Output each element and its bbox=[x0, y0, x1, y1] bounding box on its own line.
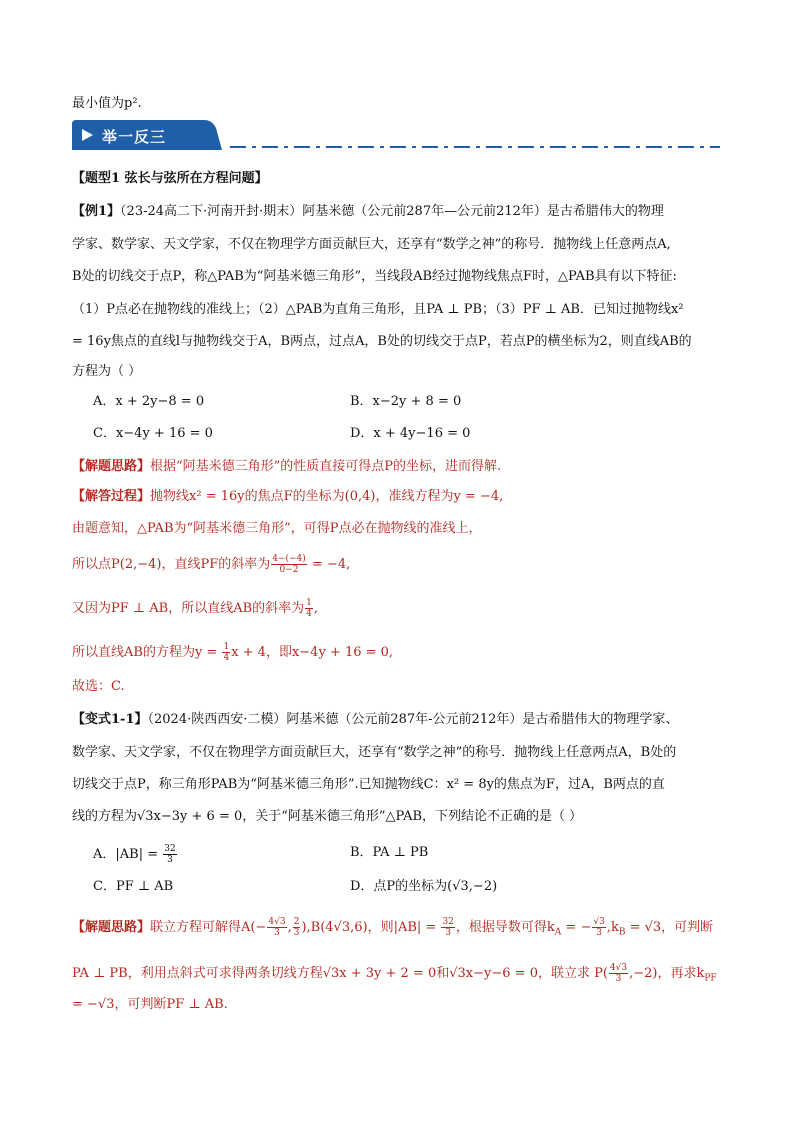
example1-step5-fraction bbox=[222, 642, 230, 663]
section-banner bbox=[72, 120, 222, 150]
example1-line-5: = 16y焦点的直线l与抛物线交于A，B两点，过点A，B处的切线交于点P，若点P的横坐标为2，则直线AB的 bbox=[72, 334, 692, 349]
variant1-tag: 【变式1-1】 bbox=[72, 712, 148, 727]
example1-process-1 bbox=[72, 488, 503, 506]
variant1-text-1: （2024·陕西西安·二模）阿基米德（公元前287年-公元前212年）是古希腊伟大的物理学家、 bbox=[147, 712, 679, 727]
variant1-idea-frac-1-num: 4√3 bbox=[268, 917, 286, 927]
variant1-idea-tag: 【解题思路】 bbox=[72, 920, 151, 935]
variant1-line-2: 数学家、天文学家，不仅在物理学方面贡献巨大，还享有“数学之神”的称号．抛物线上任意两点A，B处的 bbox=[72, 745, 677, 760]
variant1-option-a-fraction bbox=[163, 844, 176, 865]
example1-tag: 【例1】 bbox=[72, 204, 121, 219]
variant1-idea-frac-2 bbox=[293, 917, 301, 938]
variant1-idea-1f: ,k bbox=[606, 920, 619, 935]
example1-line-1 bbox=[72, 203, 664, 221]
variant1-option-a-num: 32 bbox=[164, 844, 176, 854]
variant1-idea-2b: ,−2)，再求k bbox=[629, 966, 705, 981]
example1-step4-num: 1 bbox=[306, 598, 312, 608]
example1-line-2: 学家、数学家、天文学家，不仅在物理学方面贡献巨大，还享有“数学之神”的称号．抛物线上任意两点A, bbox=[72, 237, 671, 252]
variant1-idea-frac-3-den: 3 bbox=[445, 928, 452, 938]
variant1-idea-frac-4-den: 3 bbox=[596, 928, 602, 938]
variant1-idea-frac-5-num: 4√3 bbox=[609, 963, 628, 973]
variant1-idea-frac-5-den: 3 bbox=[615, 974, 622, 984]
example1-step5-post: x + 4，即x−4y + 16 = 0, bbox=[231, 645, 394, 660]
intro-text: 最小值为p². bbox=[72, 96, 142, 111]
example1-line-4: （1）P点必在抛物线的准线上；（2）△PAB为直角三角形，且PA ⊥ PB；（3）PF ⊥ AB．已知过抛物线x² bbox=[72, 302, 684, 317]
example1-option-d: D．x + 4y−16 = 0 bbox=[350, 426, 471, 441]
example1-step3-den: 0−2 bbox=[279, 565, 299, 575]
example1-idea-text: 根据“阿基米德三角形”的性质直接可得点P的坐标，进而得解. bbox=[150, 459, 502, 474]
example1-option-a: A．x + 2y−8 = 0 bbox=[93, 394, 205, 409]
variant1-idea-frac-2-den: 3 bbox=[293, 928, 300, 938]
variant1-idea-sub-a: A bbox=[554, 927, 562, 938]
example1-step3-post: = −4, bbox=[307, 557, 351, 572]
example1-option-b: B．x−2y + 8 = 0 bbox=[350, 394, 462, 409]
example1-step3-pre: 所以点P(2,−4)，直线PF的斜率为 bbox=[72, 557, 271, 572]
example1-line-6: 方程为（ ） bbox=[72, 364, 142, 379]
example1-idea bbox=[72, 458, 501, 476]
topic-heading: 【题型1 弦长与弦所在方程问题】 bbox=[72, 171, 268, 186]
variant1-option-a-den: 3 bbox=[167, 855, 173, 865]
variant1-idea-line-1 bbox=[72, 917, 713, 942]
variant1-line-3: 切线交于点P，称三角形PAB为“阿基米德三角形”.已知抛物线C：x² = 8y的焦点为F，过A，B两点的直 bbox=[72, 777, 665, 792]
variant1-idea-frac-4 bbox=[592, 917, 605, 938]
banner-dashed-divider bbox=[230, 145, 720, 149]
example1-answer: 故选：C. bbox=[72, 679, 125, 694]
example1-step4-fraction bbox=[305, 598, 313, 619]
example1-step4-pre: 又因为PF ⊥ AB，所以直线AB的斜率为 bbox=[72, 601, 305, 616]
variant1-idea-frac-2-num: 2 bbox=[293, 917, 300, 927]
variant1-idea-1c: ),B(4√3,6)，则|AB| = bbox=[301, 920, 441, 935]
example1-step5-num: 1 bbox=[223, 642, 230, 652]
example1-text-1: （23-24高二下·河南开封·期末）阿基米德（公元前287年—公元前212年）是古希腊伟大的物理 bbox=[120, 204, 664, 219]
example1-step4-den: 4 bbox=[306, 609, 312, 619]
example1-step3-fraction bbox=[271, 554, 307, 575]
variant1-idea-sub-b: B bbox=[618, 927, 626, 938]
variant1-idea-frac-3 bbox=[441, 917, 454, 938]
variant1-idea-frac-3-num: 32 bbox=[442, 917, 454, 927]
example1-process-text-1: 抛物线x² = 16y的焦点F的坐标为(0,4)，准线方程为y = −4, bbox=[150, 489, 504, 504]
variant1-idea-1a: 联立方程可解得A(− bbox=[150, 920, 267, 935]
variant1-option-a-pre: A．|AB| = bbox=[93, 847, 163, 862]
variant1-line-1 bbox=[72, 711, 678, 729]
variant1-idea-frac-1-den: 3 bbox=[274, 928, 280, 938]
example1-process-5 bbox=[72, 642, 393, 663]
variant1-option-b: B．PA ⊥ PB bbox=[350, 845, 429, 860]
play-triangle-icon bbox=[82, 129, 93, 141]
variant1-idea-frac-4-num: √3 bbox=[593, 917, 605, 927]
example1-step5-den: 4 bbox=[223, 653, 230, 663]
variant1-option-c: C．PF ⊥ AB bbox=[93, 879, 174, 894]
variant1-idea-frac-5 bbox=[609, 963, 628, 984]
example1-option-c: C．x−4y + 16 = 0 bbox=[93, 426, 213, 441]
variant1-idea-2a: PA ⊥ PB，利用点斜式可求得两条切线方程√3x + 3y + 2 = 0和√3x−y−6 = 0，联立求 P( bbox=[72, 966, 608, 981]
example1-step5-pre: 所以直线AB的方程为y = bbox=[72, 645, 222, 660]
variant1-idea-1g: = √3，可判断 bbox=[625, 920, 714, 935]
example1-process-tag: 【解答过程】 bbox=[72, 489, 151, 504]
variant1-option-d: D．点P的坐标为(√3,−2) bbox=[350, 879, 498, 894]
variant1-idea-1d: ，根据导数可得k bbox=[455, 920, 555, 935]
banner-label: 举一反三 bbox=[102, 128, 167, 146]
variant1-idea-1b: , bbox=[287, 920, 292, 935]
variant1-line-4: 线的方程为√3x−3y + 6 = 0，关于“阿基米德三角形”△PAB，下列结论不正确的是（ ） bbox=[72, 809, 583, 824]
variant1-idea-frac-1 bbox=[267, 917, 286, 938]
example1-process-3 bbox=[72, 554, 350, 575]
example1-idea-tag: 【解题思路】 bbox=[72, 459, 151, 474]
variant1-idea-1e: = − bbox=[561, 920, 592, 935]
example1-line-3: B处的切线交于点P，称△PAB为“阿基米德三角形”，当线段AB经过抛物线焦点F时，△PAB具有以下特征: bbox=[72, 269, 677, 284]
variant1-idea-line-3: = −√3，可判断PF ⊥ AB. bbox=[72, 997, 228, 1012]
example1-step3-num: 4−(−4) bbox=[272, 554, 306, 564]
example1-process-2: 由题意知，△PAB为“阿基米德三角形”，可得P点必在抛物线的准线上， bbox=[72, 521, 482, 536]
variant1-option-a bbox=[93, 844, 178, 865]
example1-process-4 bbox=[72, 598, 318, 619]
variant1-idea-line-2 bbox=[72, 963, 717, 988]
variant1-idea-sub-pf: PF bbox=[704, 973, 717, 984]
example1-step4-post: , bbox=[313, 601, 319, 616]
